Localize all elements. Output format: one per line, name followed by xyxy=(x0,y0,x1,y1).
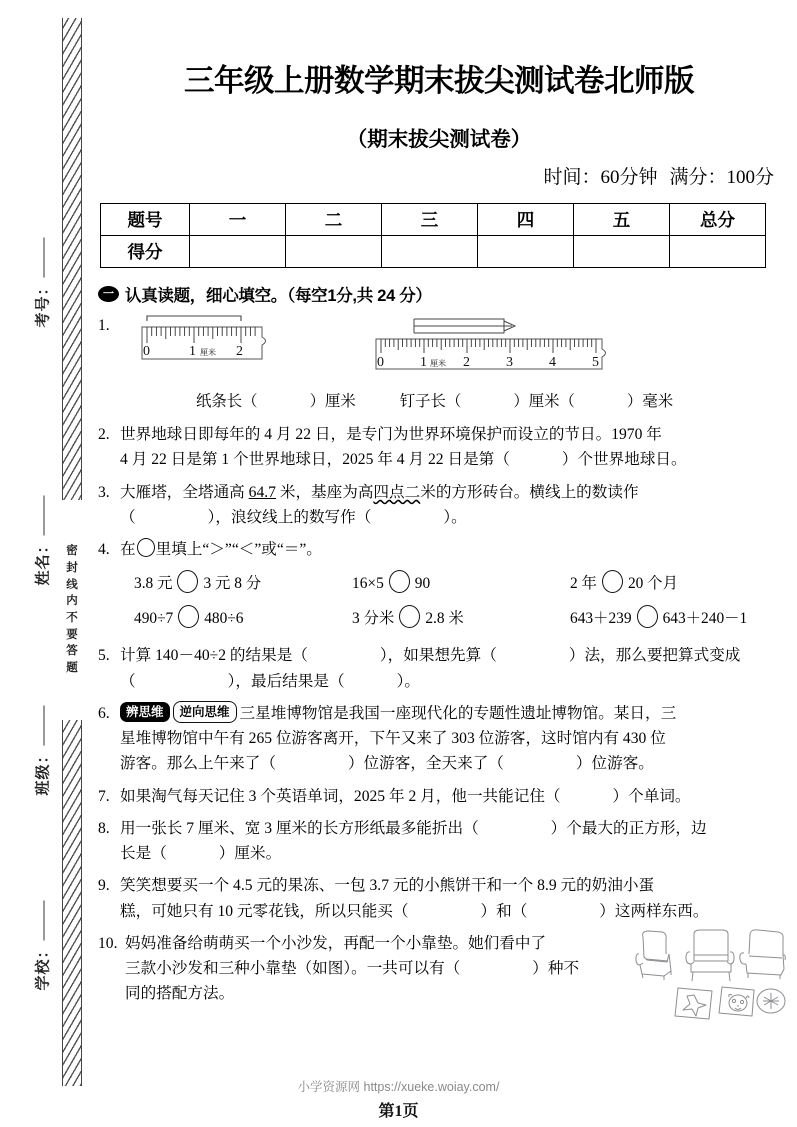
q4-item-3 xyxy=(570,570,788,597)
q3-text-c: 米的方形砖台。横线上的数读作 xyxy=(420,483,639,501)
question-1-body xyxy=(120,313,780,415)
q4-item-1-right: 3 元 8 分 xyxy=(203,575,262,593)
q4-item-6-left: 643＋239 xyxy=(570,610,632,628)
question-8-number: 8. xyxy=(98,819,110,837)
q3-underlined-number: 64.7 xyxy=(248,483,276,501)
q8-text-c: 长是（ xyxy=(120,845,167,863)
seal-char-7: 答 xyxy=(66,645,78,658)
seal-char-4: 内 xyxy=(66,595,78,608)
question-7-body xyxy=(120,784,780,809)
question-5-number: 5. xyxy=(98,647,110,665)
question-10-body xyxy=(125,931,635,1007)
seal-char-2: 封 xyxy=(66,561,78,574)
field-student-name-label: 姓名： xyxy=(34,537,52,586)
q4-item-4 xyxy=(134,605,352,632)
page-title: 三年级上册数学期末拔尖测试卷北师版 xyxy=(184,64,694,98)
q3-text-a: 大雁塔，全塔通高 xyxy=(120,483,249,501)
q3-text-b: 米，基座为高 xyxy=(275,483,374,501)
question-6 xyxy=(98,701,780,777)
question-3 xyxy=(98,480,780,531)
q4-item-5-right: 2.8 米 xyxy=(425,610,464,628)
score-table-col-2: 二 xyxy=(286,204,382,236)
q7-text-a: 如果淘气每天记住 3 个英语单词，2025 年 2 月，他一共能记住（ xyxy=(120,787,561,805)
ruler-captions xyxy=(120,390,780,415)
q5-text-a: 计算 140－40÷2 的结果是（ xyxy=(120,647,308,665)
question-4 xyxy=(98,537,780,632)
caption-paper-prefix: 纸条长（ xyxy=(196,393,258,411)
q4-item-6-circle[interactable] xyxy=(637,605,658,628)
score-cell-4[interactable] xyxy=(478,236,574,268)
q7-text-b: ）个单词。 xyxy=(612,787,691,805)
question-4-row-1 xyxy=(120,570,788,597)
question-8-line-1 xyxy=(120,816,780,841)
q6-text-a: 三星堆博物馆是我国一座现代化的专题性遗址博物馆。某日，三 xyxy=(239,704,677,722)
question-10 xyxy=(98,931,780,1007)
sofa-cushion-illustration xyxy=(634,927,786,1027)
score-cell-total[interactable] xyxy=(670,236,766,268)
q8-text-a: 用一张长 7 厘米、宽 3 厘米的长方形纸最多能折出（ xyxy=(120,819,479,837)
q5-text-f: ）。 xyxy=(396,672,420,690)
field-school[interactable] xyxy=(32,866,53,1026)
q5-text-e: ），最后结果是（ xyxy=(227,672,345,690)
q4-text-a: 在 xyxy=(120,541,136,559)
question-8-body xyxy=(120,816,780,867)
field-student-name-rule xyxy=(44,496,45,536)
field-exam-number-rule xyxy=(44,238,45,278)
seal-char-5: 不 xyxy=(66,612,78,624)
svg-text:5: 5 xyxy=(592,355,599,370)
question-6-number: 6. xyxy=(98,704,110,722)
field-class[interactable] xyxy=(32,671,53,831)
question-2-line-1: 世界地球日即每年的 4 月 22 日，是专门为世界环境保护而设立的节日。1970 年 xyxy=(120,426,662,444)
score-table-col-1: 一 xyxy=(190,204,286,236)
question-9-line-2 xyxy=(120,899,780,924)
question-10-line-1: 妈妈准备给萌萌买一个小沙发，再配一个小靠垫。她们看中了 xyxy=(125,934,547,952)
table-row-header xyxy=(101,204,766,236)
q4-item-2-circle[interactable] xyxy=(389,570,410,593)
field-exam-number[interactable] xyxy=(32,203,53,363)
question-3-line-1 xyxy=(120,480,780,505)
margin-field-group xyxy=(14,0,62,1127)
q8-text-b: ）个最大的正方形，边 xyxy=(550,819,707,837)
section-title: 认真读题，细心填空。（每空1分,共 24 分） xyxy=(125,287,432,305)
svg-text:0: 0 xyxy=(377,355,384,370)
question-7-line-1 xyxy=(120,784,780,809)
question-3-body xyxy=(120,480,780,531)
cushion-cat-icon xyxy=(719,987,754,1016)
caption-nail-suffix: ）毫米 xyxy=(626,393,674,411)
exam-total-score: 满分：100分 xyxy=(669,167,774,188)
q4-item-2-right: 90 xyxy=(414,575,431,593)
q4-item-1 xyxy=(134,570,352,597)
svg-text:3: 3 xyxy=(506,355,513,370)
q4-item-3-right: 20 个月 xyxy=(627,575,678,593)
question-7-number: 7. xyxy=(98,787,110,805)
score-table xyxy=(100,203,766,268)
q2-text-a: 4 月 22 日是第 1 个世界地球日，2025 年 4 月 22 日是第（ xyxy=(120,451,510,469)
q4-item-6-right: 643＋240－1 xyxy=(662,610,748,628)
page-subtitle: （期末拔尖测试卷） xyxy=(346,128,532,151)
badge-thinking-skill: 辨思维 xyxy=(120,702,170,722)
field-class-label: 班级： xyxy=(34,747,52,796)
exam-time: 时间：60分钟 xyxy=(543,167,658,188)
q4-item-2-left: 16×5 xyxy=(352,575,384,593)
q5-text-c: ）法，那么要把算式变成 xyxy=(568,647,741,665)
svg-text:2: 2 xyxy=(463,355,470,370)
q4-item-5 xyxy=(352,605,570,632)
svg-text:厘米: 厘米 xyxy=(200,348,216,357)
q6-text-d: ）位游客。 xyxy=(575,755,654,773)
seal-char-1: 密 xyxy=(66,545,78,558)
question-5-line-2 xyxy=(120,669,780,694)
section-header-1 xyxy=(98,282,780,306)
ruler-paper-strip xyxy=(138,315,286,385)
caption-paper-suffix: ）厘米 xyxy=(309,393,356,411)
q4-item-5-left: 3 分米 xyxy=(352,610,395,628)
svg-text:厘米: 厘米 xyxy=(430,359,446,368)
q5-text-b: ），如果想先算（ xyxy=(379,647,497,665)
field-school-label: 学校： xyxy=(34,942,52,991)
question-6-line-1 xyxy=(120,701,780,726)
question-6-body xyxy=(120,701,780,777)
q9-text-a: 糕，可她只有 10 元零花钱，所以只能买（ xyxy=(120,902,409,920)
q3-text-d: （ xyxy=(120,508,136,526)
score-table-col-3: 三 xyxy=(382,204,478,236)
ruler-b-icon xyxy=(372,315,620,377)
question-10-line-3: 同的搭配方法。 xyxy=(125,985,235,1003)
badge-reverse-thinking: 逆向思维 xyxy=(173,701,237,723)
question-3-line-2 xyxy=(120,505,780,530)
score-table-label-score: 得分 xyxy=(101,236,190,268)
question-4-number: 4. xyxy=(98,541,110,559)
question-5-body xyxy=(120,643,780,694)
question-1 xyxy=(98,313,780,415)
question-9 xyxy=(98,873,780,924)
sofa-2-icon xyxy=(686,930,734,981)
field-exam-number-label: 考号： xyxy=(34,279,52,328)
q4-item-1-circle[interactable] xyxy=(177,570,198,593)
q3-text-e: ），浪纹线上的数写作（ xyxy=(207,508,372,526)
svg-text:2: 2 xyxy=(236,344,243,359)
svg-text:0: 0 xyxy=(143,344,150,359)
q4-prompt-circle-icon xyxy=(137,538,155,557)
question-2-number: 2. xyxy=(98,426,110,444)
q2-text-b: ）个世界地球日。 xyxy=(561,451,687,469)
score-cell-3[interactable] xyxy=(382,236,478,268)
q4-item-1-left: 3.8 元 xyxy=(134,575,173,593)
cushion-starfish-icon xyxy=(675,988,712,1019)
question-5-line-1 xyxy=(120,643,780,668)
q6-text-b: 游客。那么上午来了（ xyxy=(120,755,276,773)
question-7 xyxy=(98,784,780,809)
q4-item-2 xyxy=(352,570,570,597)
exam-content xyxy=(98,0,780,1007)
seal-char-3: 线 xyxy=(66,578,78,591)
q9-text-c: ）这两样东西。 xyxy=(599,902,709,920)
caption-nail-mid: ）厘米（ xyxy=(513,393,575,411)
question-10-line-2 xyxy=(125,956,635,981)
seal-char-6: 要 xyxy=(66,628,78,641)
score-cell-1[interactable] xyxy=(190,236,286,268)
q4-item-5-circle[interactable] xyxy=(399,605,420,628)
sofa-1-icon xyxy=(636,931,671,980)
ruler-figure-group xyxy=(120,315,780,385)
question-6-line-2: 星堆博物馆中午有 265 位游客离开，下午又来了 303 位游客，这时馆内有 430 位 xyxy=(120,730,666,748)
q4-item-6 xyxy=(570,605,788,632)
seal-line-text xyxy=(62,500,82,720)
q10-text-b: ）种不 xyxy=(532,960,580,978)
q4-item-4-right: 480÷6 xyxy=(204,610,244,628)
question-9-line-1: 笑笑想要买一个 4.5 元的果冻、一包 3.7 元的小熊饼干和一个 8.9 元的奶油小蛋 xyxy=(120,877,655,895)
q4-item-4-left: 490÷7 xyxy=(134,610,174,628)
question-2 xyxy=(98,422,780,473)
cushion-round-star-icon xyxy=(757,989,785,1013)
ruler-a-icon xyxy=(138,315,286,377)
table-row-score xyxy=(101,236,766,268)
page-number: 第1页 xyxy=(378,1103,419,1120)
q3-wavy-number: 四点二 xyxy=(373,483,421,501)
section-marker-icon: 一 xyxy=(98,286,119,302)
question-5 xyxy=(98,643,780,694)
q6-text-c: ）位游客，全天来了（ xyxy=(347,755,504,773)
field-school-rule xyxy=(44,901,45,941)
field-class-rule xyxy=(44,706,45,746)
svg-text:1: 1 xyxy=(189,344,196,359)
question-9-number: 9. xyxy=(98,877,110,895)
question-2-body xyxy=(120,422,780,473)
question-4-body xyxy=(120,537,788,632)
question-1-number: 1. xyxy=(98,317,110,334)
question-3-number: 3. xyxy=(98,483,110,501)
question-10-number: 10. xyxy=(98,934,118,952)
question-4-prompt xyxy=(120,537,788,562)
watermark-text: 小学资源网 https://xueke.woiay.com/ xyxy=(297,1080,500,1094)
svg-text:4: 4 xyxy=(549,355,556,370)
exam-meta xyxy=(98,162,780,189)
caption-nail-prefix: 钉子长（ xyxy=(399,393,462,411)
score-table-col-4: 四 xyxy=(478,204,574,236)
question-6-line-3 xyxy=(120,751,780,776)
score-table-label-qno: 题号 xyxy=(101,204,190,236)
q4-item-4-circle[interactable] xyxy=(178,605,199,628)
ruler-nail xyxy=(372,315,620,385)
sofa-3-icon xyxy=(740,930,785,979)
q10-text-a: 三款小沙发和三种小靠垫（如图）。一共可以有（ xyxy=(125,960,461,978)
field-student-name[interactable] xyxy=(32,461,53,621)
q9-text-b: ）和（ xyxy=(480,902,528,920)
score-table-col-5: 五 xyxy=(574,204,670,236)
q4-item-3-circle[interactable] xyxy=(602,570,623,593)
q5-text-d: （ xyxy=(120,672,136,690)
score-cell-5[interactable] xyxy=(574,236,670,268)
q3-text-f: ）。 xyxy=(443,508,467,526)
score-table-col-total: 总分 xyxy=(670,204,766,236)
question-4-row-2 xyxy=(120,605,788,632)
score-cell-2[interactable] xyxy=(286,236,382,268)
question-9-body xyxy=(120,873,780,924)
q8-text-d: ）厘米。 xyxy=(218,845,282,863)
seal-char-8: 题 xyxy=(66,662,78,675)
q4-text-b: 里填上“＞”“＜”或“＝”。 xyxy=(155,541,322,559)
question-8 xyxy=(98,816,780,867)
q4-item-3-left: 2 年 xyxy=(570,575,597,593)
question-2-line-2 xyxy=(120,447,780,472)
svg-text:1: 1 xyxy=(420,355,427,370)
question-8-line-2 xyxy=(120,841,780,866)
